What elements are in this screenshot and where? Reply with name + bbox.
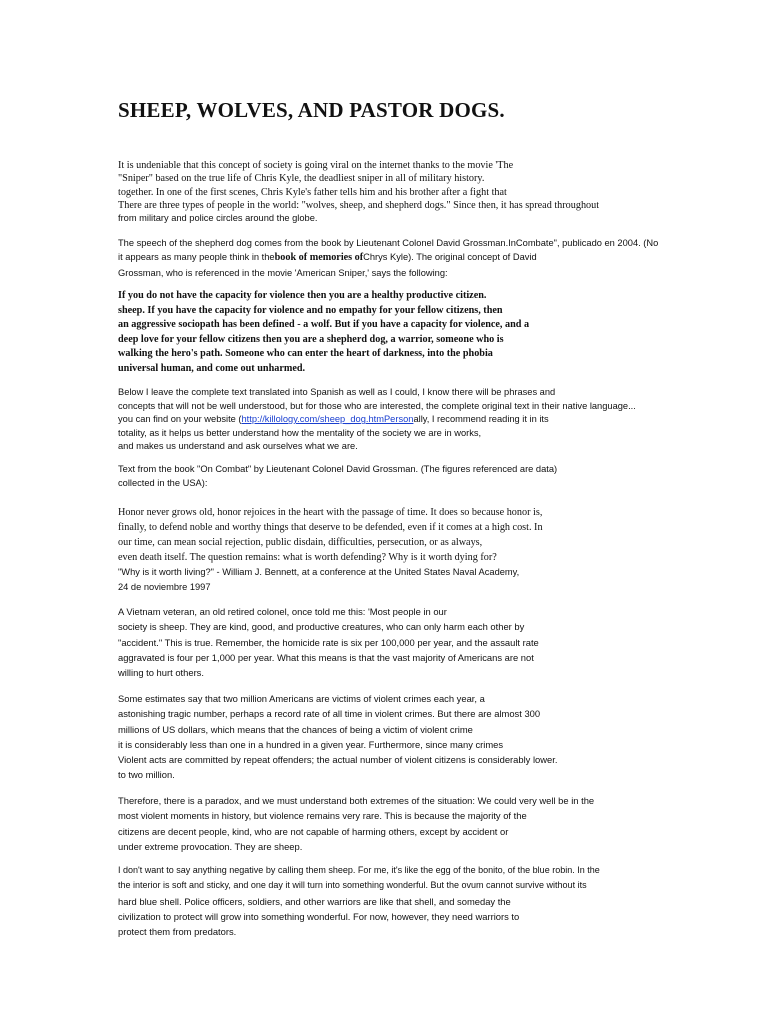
- estimates-line: Violent acts are committed by repeat offenders; the actual number of violent citizens is considerably lower.: [118, 754, 558, 766]
- honor-line: even death itself. The question remains: what is worth defending? Why is it worth dying for?: [118, 552, 497, 564]
- note-text: ally, I recommend reading it in its: [413, 414, 549, 425]
- vietnam-line: society is sheep. They are kind, good, and productive creatures, who can only harm each other by: [118, 621, 525, 633]
- page-title: SHEEP, WOLVES, AND PASTOR DOGS.: [118, 98, 505, 122]
- note-line: and makes us understand and ask ourselves what we are.: [118, 441, 358, 452]
- vietnam-paragraph: [118, 604, 658, 680]
- intro-paragraph: [118, 159, 658, 225]
- estimates-paragraph: [118, 691, 658, 783]
- vietnam-line: "accident." This is true. Remember, the homicide rate is six per 100,000 per year, and the assault rate: [118, 636, 539, 648]
- egg-line: civilization to protect will grow into something wonderful. For now, however, they need warriors to: [118, 910, 520, 922]
- quote-line: an aggressive sociopath has been defined - a wolf. But if you have a capacity for violence, and a: [118, 319, 530, 331]
- honor-paragraph: [118, 505, 658, 596]
- quote-line: walking the hero's path. Someone who can enter the heart of darkness, into the phobia: [118, 348, 493, 360]
- note-line: concepts that will not be well understood, but for those who are interested, the complete original text in their native language...: [118, 400, 636, 411]
- vietnam-line: A Vietnam veteran, an old retired colonel, once told me this: 'Most people in our: [118, 606, 447, 617]
- estimates-line: millions of US dollars, which means that the chances of being a victim of violent crime: [118, 723, 473, 735]
- translation-note: [118, 386, 658, 454]
- paradox-line: citizens are decent people, kind, who are not capable of harming others, except by accident or: [118, 825, 509, 837]
- vietnam-line: aggravated is four per 1,000 per year. What this means is that the vast majority of Americans are not: [118, 651, 534, 663]
- note-line: [118, 413, 658, 427]
- intro-line: "Sniper" based on the true life of Chris Kyle, the deadliest sniper in all of military history.: [118, 173, 485, 185]
- speech-text: Chrys Kyle). The original concept of David: [363, 252, 537, 263]
- honor-line: Honor never grows old, honor rejoices in the heart with the passage of time. It does so because honor is,: [118, 507, 543, 518]
- egg-line: hard blue shell. Police officers, soldiers, and other warriors are like that shell, and someday the: [118, 895, 511, 907]
- source-note: [118, 462, 658, 491]
- intro-line: It is undeniable that this concept of society is going viral on the internet thanks to the movie 'The: [118, 160, 514, 171]
- speech-line: [118, 250, 658, 265]
- honor-line: finally, to defend noble and worthy things that deserve to be defended, even if it comes at a high cost. In: [118, 522, 543, 534]
- quote-line: deep love for your fellow citizens then you are a shepherd dog, a warrior, someone who is: [118, 333, 504, 345]
- paradox-line: Therefore, there is a paradox, and we must understand both extremes of the situation: We could very well be in the: [118, 795, 595, 806]
- vietnam-line: willing to hurt others.: [118, 667, 204, 679]
- quote-line: universal human, and come out unharmed.: [118, 362, 306, 374]
- grossman-quote: [118, 289, 658, 377]
- egg-paragraph: [118, 863, 658, 939]
- note-line: Below I leave the complete text translated into Spanish as well as I could, I know there will be phrases and: [118, 387, 556, 397]
- speech-line: Grossman, who is referenced in the movie 'American Sniper,' says the following:: [118, 267, 448, 278]
- speech-bold: book of memories of: [274, 252, 364, 264]
- paradox-paragraph: [118, 793, 658, 854]
- speech-line: The speech of the shepherd dog comes from the book by Lieutenant Colonel David Grossman.InCombate", publicado en 2004. (No: [118, 238, 659, 248]
- intro-line: together. In one of the first scenes, Chris Kyle's father tells him and his brother after a fight that: [118, 186, 507, 198]
- intro-line: from military and police circles around the globe.: [118, 213, 318, 224]
- paradox-line: under extreme provocation. They are sheep.: [118, 840, 303, 852]
- note-text: you can find on your website (: [118, 414, 242, 425]
- honor-line: our time, can mean social rejection, public disdain, difficulties, persecution, or as always,: [118, 537, 483, 549]
- honor-line: "Why is it worth living?" - William J. Bennett, at a conference at the United States Naval Academy,: [118, 567, 520, 578]
- speech-paragraph: [118, 236, 658, 280]
- intro-line: There are three types of people in the world: "wolves, sheep, and shepherd dogs." Since then, it has spread throughout: [118, 199, 600, 211]
- egg-line: protect them from predators.: [118, 926, 237, 938]
- quote-line: sheep. If you have the capacity for violence and no empathy for your fellow citizens, then: [118, 304, 503, 316]
- egg-line: I don't want to say anything negative by calling them sheep. For me, it's like the egg of the bonito, of the blue robin. In the: [118, 865, 600, 875]
- speech-text: it appears as many people think in the: [118, 252, 275, 263]
- paradox-line: most violent moments in history, but violence remains very rare. This is because the majority of the: [118, 810, 527, 822]
- quote-line: If you do not have the capacity for violence then you are a healthy productive citizen.: [118, 290, 487, 301]
- killology-link[interactable]: http://killology.com/sheep_dog.htm: [241, 414, 384, 425]
- estimates-line: Some estimates say that two million Americans are victims of violent crimes each year, a: [118, 693, 485, 704]
- estimates-line: to two million.: [118, 769, 175, 781]
- source-line: Text from the book "On Combat" by Lieutenant Colonel David Grossman. (The figures referenced are data): [118, 464, 558, 474]
- egg-line: the interior is soft and sticky, and one day it will turn into something wonderful. But the ovum cannot survive without its: [118, 880, 587, 891]
- estimates-line: it is considerably less than one in a hundred in a given year. Furthermore, since many crimes: [118, 738, 504, 750]
- estimates-line: astonishing tragic number, perhaps a record rate of all time in violent crimes. But there are almost 300: [118, 708, 541, 720]
- honor-line: 24 de noviembre 1997: [118, 582, 211, 593]
- person-link[interactable]: Person: [383, 414, 414, 425]
- note-line: totality, as it helps us better understand how the mentality of the society we are in works,: [118, 427, 482, 438]
- source-line: collected in the USA):: [118, 478, 208, 489]
